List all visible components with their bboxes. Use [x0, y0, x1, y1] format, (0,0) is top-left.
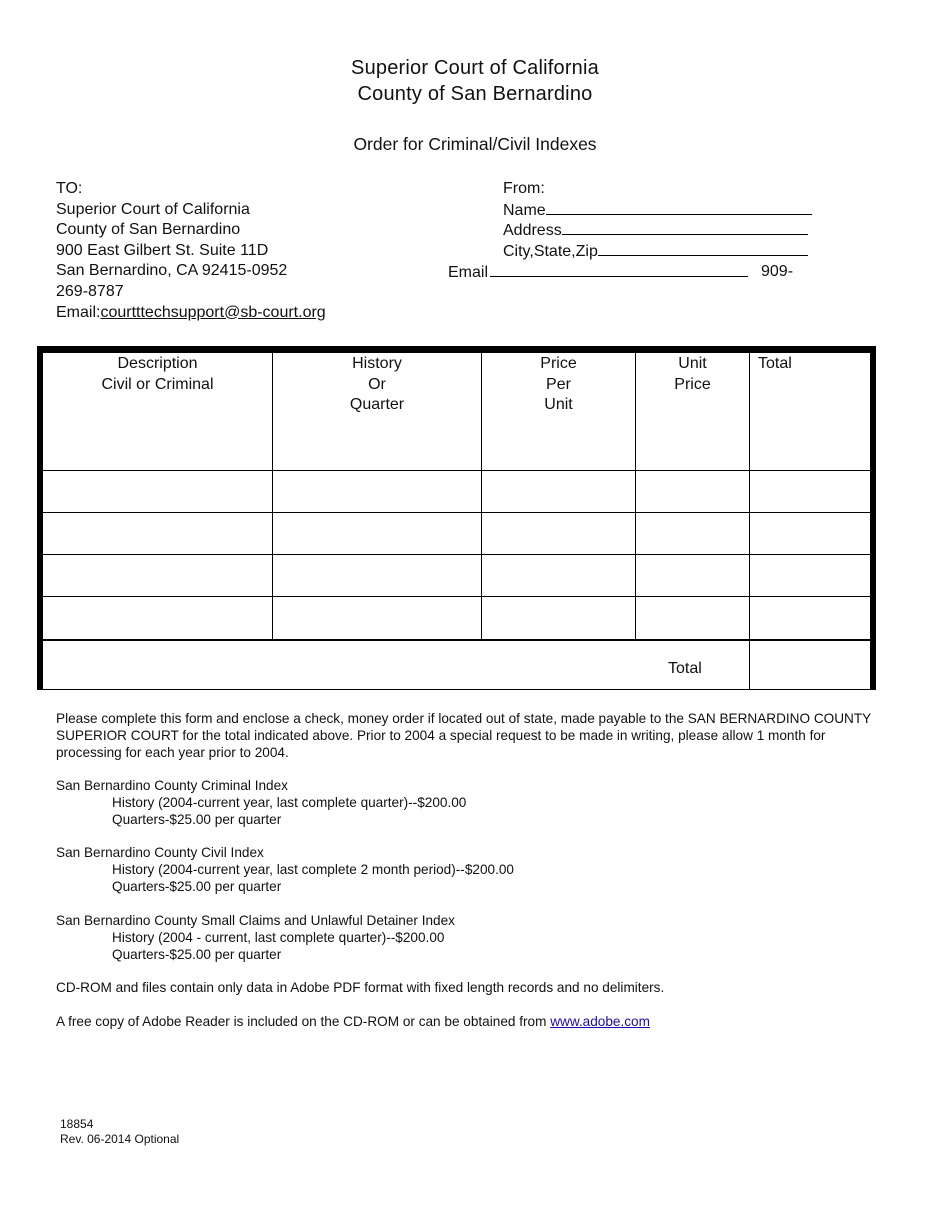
from-address-row: [503, 220, 808, 242]
small-claims-section: [56, 912, 455, 963]
from-address-field[interactable]: [562, 220, 808, 235]
row-3-price[interactable]: [482, 555, 635, 596]
from-city-label: City,State,Zip: [503, 243, 598, 260]
row-3-description[interactable]: [43, 555, 272, 596]
criminal-index-title: San Bernardino County Criminal Index: [56, 778, 288, 793]
to-line-court: Superior Court of California: [56, 200, 250, 218]
civil-index-quarters: Quarters-$25.00 per quarter: [112, 879, 282, 894]
small-claims-title: San Bernardino County Small Claims and Unlawful Detainer Index: [56, 913, 455, 928]
total-divider: [43, 639, 870, 641]
from-email-label: Email: [448, 264, 489, 281]
civil-index-section: [56, 844, 514, 895]
total-label: Total: [668, 660, 702, 677]
to-line-street: 900 East Gilbert St. Suite 11D: [56, 241, 269, 259]
form-number: 18854: [60, 1117, 94, 1131]
to-block: [56, 179, 326, 323]
county-name: County of San Bernardino: [357, 83, 593, 105]
row-2-total[interactable]: [750, 513, 870, 554]
row-3-total[interactable]: [750, 555, 870, 596]
row-4-history[interactable]: [273, 597, 481, 639]
from-city-row: [503, 241, 808, 263]
row-1-total[interactable]: [750, 471, 870, 512]
header-unit-price: Unit Price: [674, 355, 711, 393]
from-name-label: Name: [503, 202, 546, 219]
header-price: Price Per Unit: [540, 355, 577, 414]
row-2-unit[interactable]: [636, 513, 749, 554]
to-line-city: San Bernardino, CA 92415-0952: [56, 262, 288, 280]
from-email-row: [448, 262, 748, 284]
to-line-phone: 269-8787: [56, 282, 124, 300]
to-email-row: [56, 303, 326, 324]
court-name: Superior Court of California: [351, 57, 599, 79]
order-table: [37, 346, 876, 690]
to-line-county: County of San Bernardino: [56, 221, 241, 239]
header-total: Total: [758, 355, 792, 372]
cdrom-note: CD-ROM and files contain only data in Adobe PDF format with fixed length records and no delimiters.: [56, 980, 665, 995]
from-name-row: [503, 200, 812, 222]
adobe-note: A free copy of Adobe Reader is included on the CD-ROM or can be obtained from: [56, 1014, 551, 1029]
order-table-body: [43, 353, 870, 689]
to-email-label: Email:: [56, 303, 101, 321]
from-email-field[interactable]: [490, 262, 748, 277]
row-2-description[interactable]: [43, 513, 272, 554]
from-name-field[interactable]: [546, 200, 812, 215]
civil-index-history: History (2004-current year, last complete 2 month period)--$200.00: [112, 862, 514, 877]
header-history: History Or Quarter: [349, 355, 405, 414]
from-city-field[interactable]: [598, 241, 808, 256]
row-1-description[interactable]: [43, 471, 272, 512]
criminal-index-quarters: Quarters-$25.00 per quarter: [112, 812, 282, 827]
revision-note: Rev. 06-2014 Optional: [60, 1132, 180, 1146]
adobe-link[interactable]: www.adobe.com: [550, 1014, 650, 1029]
grand-total-field[interactable]: [750, 641, 870, 689]
form-title: Order for Criminal/Civil Indexes: [353, 134, 597, 154]
row-1-price[interactable]: [482, 471, 635, 512]
criminal-index-section: [56, 777, 466, 828]
from-address-label: Address: [503, 222, 562, 239]
small-claims-quarters: Quarters-$25.00 per quarter: [112, 947, 282, 962]
row-4-total[interactable]: [750, 597, 870, 639]
criminal-index-history: History (2004-current year, last complete quarter)--$200.00: [112, 795, 467, 810]
row-2-history[interactable]: [273, 513, 481, 554]
from-phone-prefix: 909-: [761, 263, 794, 280]
to-email-link[interactable]: courtttechsupport@sb-court.org: [100, 303, 326, 321]
row-3-unit[interactable]: [636, 555, 749, 596]
row-1-unit[interactable]: [636, 471, 749, 512]
row-4-price[interactable]: [482, 597, 635, 639]
row-4-unit[interactable]: [636, 597, 749, 639]
row-4-description[interactable]: [43, 597, 272, 639]
adobe-note-row: [56, 1013, 650, 1030]
civil-index-title: San Bernardino County Civil Index: [56, 845, 264, 860]
to-label: TO:: [56, 180, 83, 197]
instructions-paragraph: Please complete this form and enclose a check, money order if located out of state, made payable to the SAN BERNARDINO COUNTY SUPERIOR COURT for the total indicated above. Prior to 2004 a special request to be made in writing, please allow 1 month for processing for each year prior to 2004.: [56, 711, 872, 760]
from-label: From:: [503, 180, 545, 197]
header-description: Description Civil or Criminal: [101, 355, 214, 393]
row-3-history[interactable]: [273, 555, 481, 596]
row-2-price[interactable]: [482, 513, 635, 554]
row-1-history[interactable]: [273, 471, 481, 512]
small-claims-history: History (2004 - current, last complete quarter)--$200.00: [112, 930, 445, 945]
